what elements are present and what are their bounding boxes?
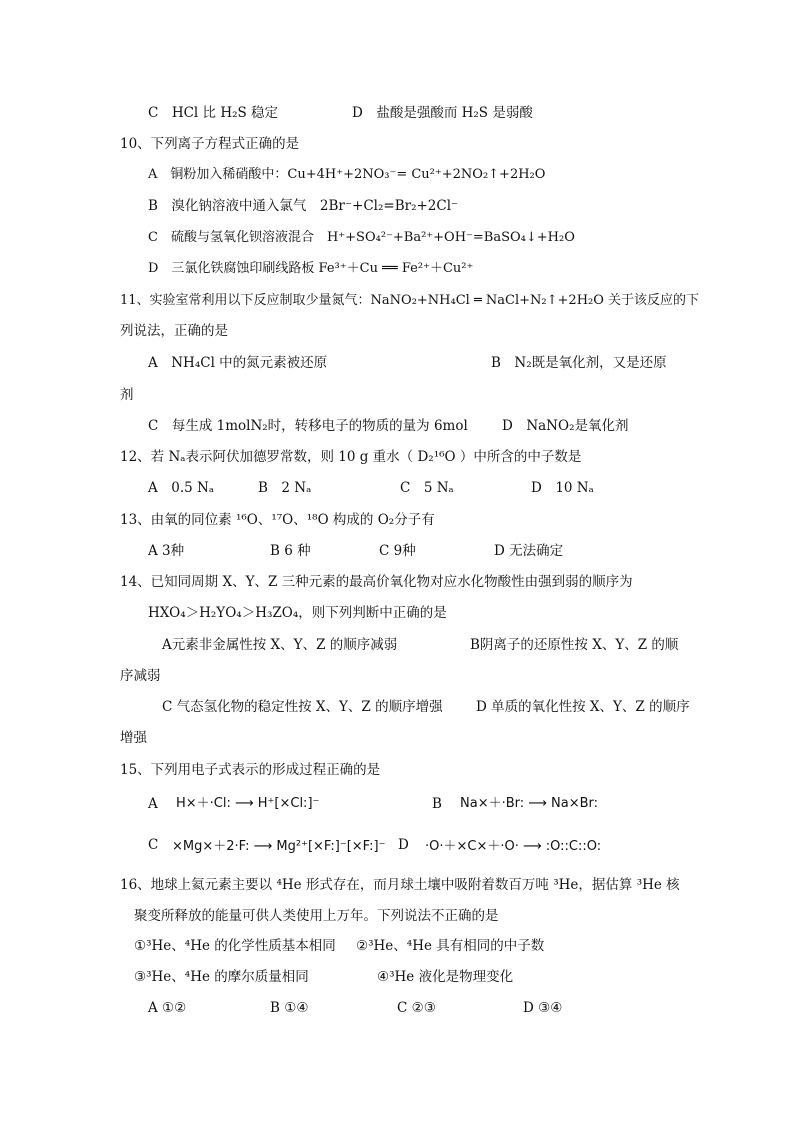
q15-stem: 15、下列用电子式表示的形成过程正确的是 <box>120 762 381 778</box>
q10-option-a: A 铜粉加入稀硝酸中：Cu+4H⁺+2NO₃⁻= Cu²⁺+2NO₂↑+2H₂O <box>148 167 546 182</box>
q16-statement-4: ④³He 液化是物理变化 <box>377 969 514 985</box>
q15-label-a: A <box>148 796 158 812</box>
q13-option-b: B 6 种 <box>270 543 311 559</box>
q9-option-d: D 盐酸是强酸而 H₂S 是弱酸 <box>352 105 533 121</box>
q14-option-a: A元素非金属性按 X、Y、Z 的顺序减弱 <box>162 637 398 653</box>
q16-statement-3: ③³He、⁴He 的摩尔质量相同 <box>134 969 309 985</box>
q15-equation-d: ·O·＋×C×＋·O· ⟶ :O::C::O: <box>425 839 602 854</box>
q16-option-b: B ①④ <box>270 1000 309 1016</box>
q14-option-d: D 单质的氧化性按 X、Y、Z 的顺序 <box>476 699 690 715</box>
q13-stem: 13、由氧的同位素 ¹⁶O、¹⁷O、¹⁸O 构成的 O₂分子有 <box>120 512 435 528</box>
q16-statement-1: ①³He、⁴He 的化学性质基本相同 <box>134 938 336 954</box>
q16-stem-line2: 聚变所释放的能量可供人类使用上万年。下列说法不正确的是 <box>134 908 499 924</box>
q14-option-d-wrap: 增强 <box>120 730 147 746</box>
q15-label-d: D <box>398 837 409 853</box>
q15-equation-b: Na×＋·Br: ⟶ Na×Br: <box>460 796 599 811</box>
q12-option-c: C 5 Nₐ <box>400 480 454 496</box>
q16-statement-2: ②³He、⁴He 具有相同的中子数 <box>356 938 545 954</box>
q15-label-c: C <box>148 837 159 853</box>
q11-stem-line2: 列说法，正确的是 <box>120 323 228 339</box>
q16-option-d: D ③④ <box>523 1000 563 1016</box>
q10-option-d: D 三氯化铁腐蚀印刷线路板 Fe³⁺＋Cu ══ Fe²⁺＋Cu²⁺ <box>148 261 474 276</box>
q14-stem-line2: HXO₄＞H₂YO₄＞H₃ZO₄，则下列判断中正确的是 <box>148 605 447 621</box>
q16-option-c: C ②③ <box>397 1000 436 1016</box>
q12-stem: 12、若 Nₐ表示阿伏加德罗常数，则 10 g 重水（ D₂¹⁶O ）中所含的中子数是 <box>120 449 582 465</box>
q14-option-b: B阴离子的还原性按 X、Y、Z 的顺 <box>470 637 679 653</box>
q14-option-b-wrap: 序减弱 <box>120 668 161 684</box>
q16-stem-line1: 16、地球上氦元素主要以 ⁴He 形式存在，而月球土壤中吸附着数百万吨 ³He，据估算 ³He 核 <box>120 877 680 893</box>
q11-option-b: B N₂既是氧化剂，又是还原 <box>491 355 667 371</box>
q13-option-a: A 3种 <box>148 543 185 559</box>
q14-stem-line1: 14、已知同周期 X、Y、Z 三种元素的最高价氧化物对应水化物酸性由强到弱的顺序为 <box>120 574 633 590</box>
q13-option-d: D 无法确定 <box>494 543 564 559</box>
q9-option-c: C HCl 比 H₂S 稳定 <box>148 105 279 121</box>
q12-option-a: A 0.5 Nₐ <box>148 480 215 496</box>
q11-stem-line1: 11、实验室常利用以下反应制取少量氮气：NaNO₂+NH₄Cl ═ NaCl+N₂↑+2H₂O 关于该反应的下 <box>120 293 700 308</box>
q14-option-c: C 气态氢化物的稳定性按 X、Y、Z 的顺序增强 <box>162 699 443 715</box>
q15-equation-c: ×Mg×＋2·F: ⟶ Mg²⁺[×F:]⁻[×F:]⁻ <box>172 839 386 854</box>
q13-option-c: C 9种 <box>379 543 416 559</box>
q11-option-d: D NaNO₂是氧化剂 <box>502 418 629 434</box>
q10-stem: 10、下列离子方程式正确的是 <box>120 136 300 152</box>
q11-option-b-wrap: 剂 <box>120 387 134 403</box>
q12-option-d: D 10 Nₐ <box>531 480 594 496</box>
q10-option-c: C 硫酸与氢氧化钡溶液混合 H⁺+SO₄²⁻+Ba²⁺+OH⁻=BaSO₄↓+H₂O <box>148 230 575 245</box>
q12-option-b: B 2 Nₐ <box>258 480 312 496</box>
q11-option-c: C 每生成 1molN₂时，转移电子的物质的量为 6mol <box>148 418 468 434</box>
q10-option-b: B 溴化钠溶液中通入氯气 2Br⁻+Cl₂=Br₂+2Cl⁻ <box>148 198 459 214</box>
q11-option-a: A NH₄Cl 中的氮元素被还原 <box>148 355 328 371</box>
q15-equation-a: H×＋·Cl: ⟶ H⁺[×Cl:]⁻ <box>176 796 320 811</box>
q15-label-b: B <box>432 796 442 812</box>
q16-option-a: A ①② <box>148 1000 187 1016</box>
